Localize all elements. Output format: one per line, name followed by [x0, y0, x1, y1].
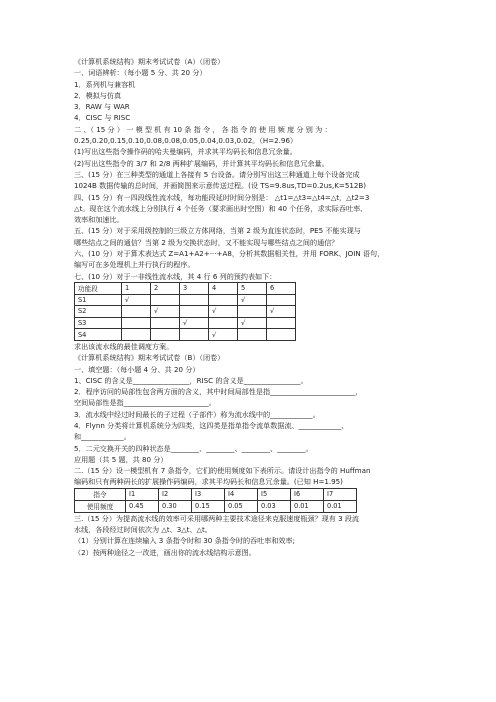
table-header-cell: I4 — [225, 488, 258, 500]
question-6-line-1: 六、(10 分）对于算术表达式 Z=A1+A2+···+A8，分析其数据相关性，并用 FORK、JOIN 语句， — [74, 249, 385, 259]
question-7-instruction: 求出该流水线的最佳调度方案。 — [74, 341, 174, 351]
table-header-row — [75, 282, 296, 294]
question-4-line-2: △t。现在这个流水线上分别执行 4 个任务（要求画出时空图）和 40 个任务，求实际吞吐率、 — [74, 203, 368, 213]
table-cell — [209, 294, 238, 306]
table-header-cell: I1 — [126, 488, 159, 500]
document-page — [74, 56, 422, 558]
frequency-table — [74, 488, 357, 513]
question-3-line-2: 1024B 数据传输的总时间，并画简图来示意传送过程。(设 TS=9.8us,TD=0.2us,K=512B) — [74, 181, 367, 191]
table-cell: √ — [267, 306, 296, 318]
term-4: 4．CISC 与 RISC — [74, 113, 131, 123]
application-section-header: 应用题（共 5 题，共 80 分） — [74, 454, 168, 464]
table-header-cell: 5 — [238, 282, 267, 294]
table-header-cell: 6 — [267, 282, 296, 294]
question-5-line-2: 哪些结点之间的通信？当第 2 级为交换状态时，又不能实现与哪些结点之间的通信？ — [74, 237, 339, 247]
question-4-line-1: 四、(15 分）有一四段线性流水线，每功能段延时时间分别是： △t1=△t3=△t4=△t，△t2=3 — [74, 192, 370, 202]
application-question-3-sub-2: （2）按两种途径之一改进，画出你的流水线结构示意图。 — [74, 547, 256, 557]
exam-b-title: 《计算机系统结构》期末考试试卷（B）（闭卷） — [74, 353, 225, 363]
reservation-table — [74, 282, 296, 341]
table-cell — [267, 294, 296, 306]
fill-section-header: 一、填空题：（每小题 4 分、共 20 分） — [74, 364, 200, 374]
table-cell — [122, 317, 151, 329]
term-2: 2．模拟与仿真 — [74, 90, 122, 100]
table-cell: 使用频度 — [75, 500, 126, 512]
table-row — [75, 500, 357, 512]
table-cell: 0.30 — [159, 500, 192, 512]
question-2-sub-2: (2)写出这些指令的 3/7 和 2/8 两种扩展编码，并计算其平均码长和信息冗余量。 — [74, 158, 329, 168]
table-cell: √ — [180, 317, 209, 329]
table-cell — [267, 329, 296, 341]
table-header-cell: 功能段 — [75, 282, 122, 294]
application-question-2-line-1: 二.（15 分）设一模型机有 7 条指令，它们的使用频度如下表所示。请设计出指令的 Huffman — [74, 466, 371, 476]
table-cell: √ — [209, 329, 238, 341]
table-header-cell: I6 — [291, 488, 324, 500]
exam-a-title: 《计算机系统结构》期末考试试卷（A）（闭卷） — [74, 57, 225, 66]
table-cell: 0.15 — [192, 500, 225, 512]
application-question-3-line-1: 三.（15 分）为提高流水线的效率可采用哪两种主要技术途径来克服速度瓶颈？现有 3 段流 — [74, 513, 360, 523]
term-1: 1．系列机与兼容机 — [74, 79, 136, 89]
table-header-cell: I3 — [192, 488, 225, 500]
table-header-cell: 2 — [151, 282, 180, 294]
table-cell: √ — [238, 294, 267, 306]
fill-question-1: 1、CISC 的含义是________________，RISC 的含义是________________。 — [74, 375, 308, 385]
table-header-cell: 1 — [122, 282, 151, 294]
table-cell — [180, 294, 209, 306]
fill-question-5: 5．二元交换开关的四种状态是________、________、________、________。 — [74, 443, 313, 453]
table-header-cell: 指令 — [75, 488, 126, 500]
fill-question-2-line-2: 空间局部性是指________________________。 — [74, 398, 216, 408]
table-header-cell: I7 — [324, 488, 357, 500]
table-header-cell: I5 — [258, 488, 291, 500]
table-cell — [209, 317, 238, 329]
table-cell: 0.45 — [126, 500, 159, 512]
table-header-cell: 4 — [209, 282, 238, 294]
table-header-cell: 3 — [180, 282, 209, 294]
application-question-3-sub-1: （1）分别计算在连续输入 3 条指令时和 30 条指令时的吞吐率和效率; — [74, 536, 295, 546]
table-cell — [122, 329, 151, 341]
question-2-line-2: 0.25,0.20,0.15,0.10,0.08,0.08,0.05,0.04,0.03,0.02。（H=2.96） — [74, 136, 298, 146]
application-question-2-line-2: 编码和只有两种码长的扩展操作码编码，求其平均码长和信息冗余量。(已知 H=1.95) — [74, 477, 343, 487]
question-7-line: 七、(10 分）对于一非线性流水线，其 4 行 6 列的预约表如下： — [74, 271, 277, 281]
table-cell — [151, 317, 180, 329]
table-cell: S3 — [75, 317, 122, 329]
fill-question-2-line-1: 2．程序访问的局部性包含两方面的含义，其中时间局部性是指________________________， — [74, 387, 363, 397]
table-header-cell: I2 — [159, 488, 192, 500]
table-header-row — [75, 488, 357, 500]
table-cell: √ — [122, 294, 151, 306]
question-6-line-2: 编写可在多处理机上并行执行的程序。 — [74, 260, 195, 270]
table-cell: 0.01 — [291, 500, 324, 512]
question-4-line-3: 效率和加速比。 — [74, 215, 124, 225]
table-cell: 0.01 — [324, 500, 357, 512]
fill-question-4-line-2: 和____________。 — [74, 432, 131, 442]
term-3: 3．RAW 与 WAR — [74, 102, 130, 112]
table-row — [75, 306, 296, 318]
fill-question-3: 3．流水线中经过时间最长的子过程（子部件）称为流水线中的____________。 — [74, 409, 320, 419]
table-cell: S1 — [75, 294, 122, 306]
table-cell: √ — [151, 306, 180, 318]
table-cell: 0.03 — [258, 500, 291, 512]
section-1-header: 一、词语辨析：（每小题 5 分、共 20 分） — [74, 68, 207, 78]
table-row — [75, 317, 296, 329]
table-cell: √ — [238, 317, 267, 329]
table-row — [75, 329, 296, 341]
table-cell — [151, 294, 180, 306]
table-cell: S4 — [75, 329, 122, 341]
table-cell: S2 — [75, 306, 122, 318]
table-cell — [238, 306, 267, 318]
question-2-line-1: 二 、（ 15 分 ） 一 模 型 机 有 10 条 指 令 ， 各 指 令 的 使 用 频 度 分 别 为 ： — [74, 124, 332, 134]
table-row — [75, 294, 296, 306]
application-question-3-line-2: 水线，各段经过时间依次为 △t、3△t、△t。 — [74, 525, 212, 535]
question-5-line-1: 五、(15 分）对于采用级控制的三级立方体网络，当第 2 级为直连状态时，PE5 不能实现与 — [74, 226, 361, 236]
fill-question-4-line-1: 4．Flynn 分类将计算机系统分为四类，这四类是指单指令流单数据流、____________、 — [74, 420, 349, 430]
question-3-line-1: 三、(15 分）在三种类型的通道上各接有 5 台设备。请分别写出这三种通道上每个设备完成 — [74, 169, 360, 179]
table-cell — [151, 329, 180, 341]
table-cell: 0.05 — [225, 500, 258, 512]
table-cell — [238, 329, 267, 341]
question-2-sub-1: (1)写出这些指令操作码的哈夫曼编码，并求其平均码长和信息冗余量。 — [74, 147, 297, 157]
table-cell — [267, 317, 296, 329]
table-cell: √ — [209, 306, 238, 318]
table-cell — [122, 306, 151, 318]
table-cell — [180, 306, 209, 318]
table-cell — [180, 329, 209, 341]
